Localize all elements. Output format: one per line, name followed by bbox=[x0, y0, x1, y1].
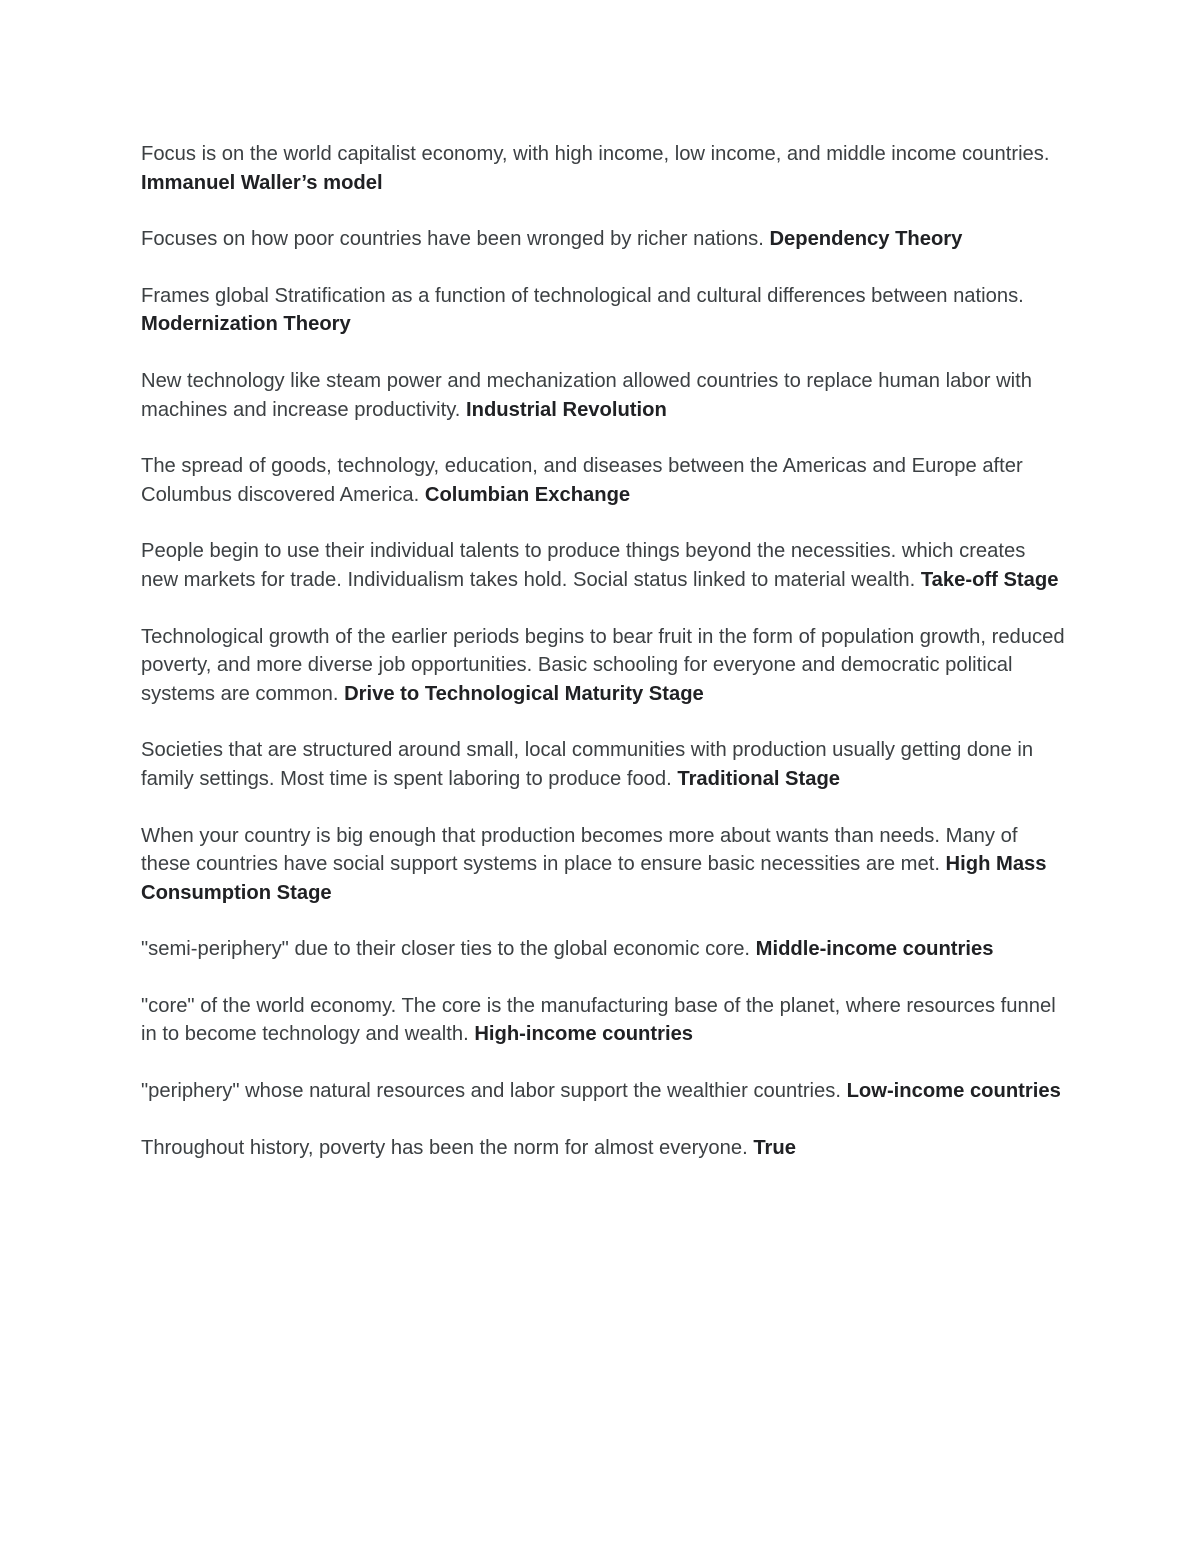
entry-prompt: When your country is big enough that production becomes more about wants than needs. Many of these countries have social support systems in place to ensure basic necessities are met. bbox=[141, 824, 1018, 876]
flashcard-entry bbox=[141, 1134, 1066, 1163]
flashcard-entry bbox=[141, 140, 1066, 197]
entry-prompt: "core" of the world economy. The core is the manufacturing base of the planet, where resources funnel in to become technology and wealth. bbox=[141, 994, 1056, 1046]
entry-prompt: Technological growth of the earlier periods begins to bear fruit in the form of population growth, reduced poverty, and more diverse job opportunities. Basic schooling for everyone and democratic political systems are common. bbox=[141, 625, 1065, 705]
entry-prompt: People begin to use their individual talents to produce things beyond the necessities. which creates new markets for trade. Individualism takes hold. Social status linked to material wealth. bbox=[141, 540, 1026, 591]
entry-answer: High-income countries bbox=[474, 1023, 694, 1046]
flashcard-entry bbox=[141, 623, 1066, 709]
entry-answer: Immanuel Waller’s model bbox=[141, 171, 383, 194]
entry-answer: Take-off Stage bbox=[920, 568, 1059, 591]
entry-prompt: Throughout history, poverty has been the norm for almost everyone. bbox=[141, 1136, 748, 1159]
flashcard-entry bbox=[141, 282, 1066, 339]
flashcard-entry bbox=[141, 935, 1066, 964]
entry-answer: Middle-income countries bbox=[755, 938, 994, 961]
flashcard-entry bbox=[141, 225, 1066, 254]
entry-prompt: Focuses on how poor countries have been wronged by richer nations. bbox=[141, 228, 764, 251]
entry-prompt: "semi-periphery" due to their closer ties to the global economic core. bbox=[141, 938, 751, 961]
entry-prompt: Frames global Stratification as a function of technological and cultural differences between nations. bbox=[141, 284, 1024, 307]
document-page bbox=[141, 140, 1066, 1190]
entry-prompt: Societies that are structured around small, local communities with production usually getting done in family settings. Most time is spent laboring to produce food. bbox=[141, 739, 1034, 790]
entry-answer: Modernization Theory bbox=[141, 313, 351, 336]
entry-answer: Traditional Stage bbox=[677, 767, 841, 790]
flashcard-entry bbox=[141, 367, 1066, 424]
flashcard-entry bbox=[141, 537, 1066, 594]
entry-answer: True bbox=[753, 1136, 796, 1159]
entry-answer: Drive to Technological Maturity Stage bbox=[344, 682, 704, 705]
entry-prompt: Focus is on the world capitalist economy, with high income, low income, and middle income countries. bbox=[141, 143, 1050, 165]
flashcard-entry bbox=[141, 822, 1066, 908]
entry-answer: Columbian Exchange bbox=[424, 483, 631, 506]
entry-answer: Industrial Revolution bbox=[466, 398, 667, 421]
flashcard-entry bbox=[141, 1077, 1066, 1106]
flashcard-entry bbox=[141, 736, 1066, 793]
entry-prompt: New technology like steam power and mechanization allowed countries to replace human labor with machines and increase productivity. bbox=[141, 369, 1032, 421]
flashcard-entry bbox=[141, 452, 1066, 509]
entry-prompt: The spread of goods, technology, education, and diseases between the Americas and Europe after Columbus discovered America. bbox=[141, 455, 1023, 506]
entry-answer: Dependency Theory bbox=[769, 228, 963, 251]
entry-answer: Low-income countries bbox=[846, 1080, 1061, 1103]
entry-prompt: "periphery" whose natural resources and labor support the wealthier countries. bbox=[141, 1080, 841, 1103]
entry-answer: High Mass Consumption Stage bbox=[141, 853, 1047, 904]
flashcard-entry bbox=[141, 992, 1066, 1049]
